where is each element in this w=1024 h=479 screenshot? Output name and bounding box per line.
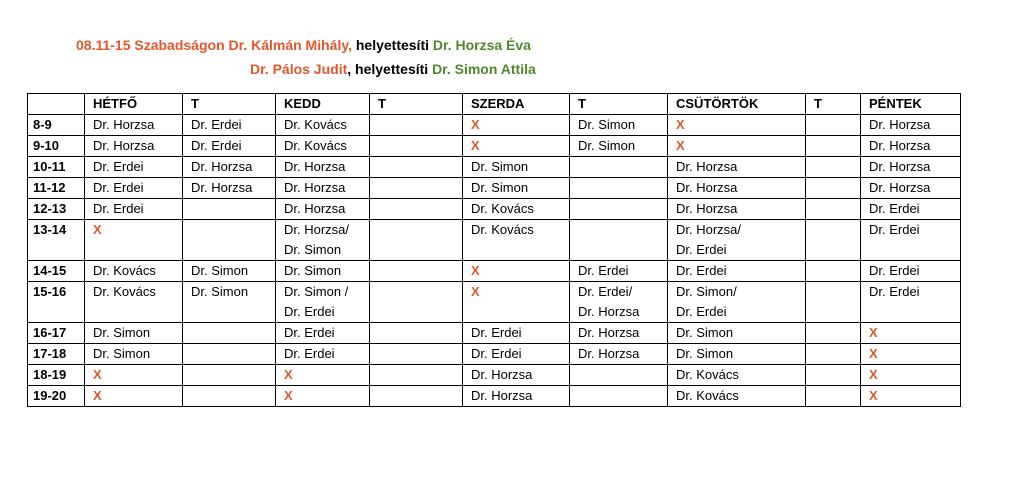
table-cell [861, 199, 961, 220]
cell-text: 19-20 [33, 388, 67, 403]
table-cell [806, 344, 861, 365]
table-cell [668, 365, 806, 386]
table-cell [370, 386, 463, 407]
table-cell [668, 386, 806, 407]
table-cell [463, 344, 570, 365]
unavailable-mark: X [93, 367, 102, 382]
table-cell [85, 261, 183, 282]
table-cell [463, 282, 570, 323]
table-cell [570, 261, 668, 282]
table-cell [861, 344, 961, 365]
schedule-table [27, 93, 961, 407]
column-header: KEDD [276, 94, 370, 115]
cell-text: Dr. Kovács [93, 284, 156, 299]
table-cell [370, 115, 463, 136]
cell-text: 18-19 [33, 367, 67, 382]
cell-text: 11-12 [33, 180, 66, 195]
column-header: T [806, 94, 861, 115]
table-cell [183, 157, 276, 178]
table-cell [861, 365, 961, 386]
unavailable-mark: X [471, 263, 480, 278]
cell-text: Dr. Kovács [93, 263, 156, 278]
table-cell [183, 178, 276, 199]
unavailable-mark: X [471, 117, 480, 132]
substitute-name: Dr. Simon Attila [432, 61, 536, 77]
cell-text: Dr. Simon / [284, 284, 349, 299]
table-cell [570, 323, 668, 344]
table-cell [463, 115, 570, 136]
table-cell [276, 365, 370, 386]
table-body [28, 115, 961, 407]
table-row [28, 136, 961, 157]
substitute-name: Dr. Horzsa Éva [432, 37, 531, 53]
table-cell [370, 199, 463, 220]
cell-text: Dr. Horzsa [869, 180, 931, 195]
table-cell [370, 220, 463, 261]
table-cell [370, 282, 463, 323]
table-cell [463, 365, 570, 386]
table-cell [276, 386, 370, 407]
table-row [28, 115, 961, 136]
cell-text: Dr. Simon [578, 138, 636, 153]
table-cell [463, 386, 570, 407]
table-cell [463, 261, 570, 282]
column-header [28, 94, 85, 115]
time-slot [28, 178, 85, 199]
table-cell [276, 199, 370, 220]
table-cell [183, 282, 276, 323]
table-cell [806, 157, 861, 178]
table-cell [668, 323, 806, 344]
cell-text: Dr. Horzsa/ [284, 222, 350, 237]
cell-text: 12-13 [33, 201, 67, 216]
cell-text: Dr. Simon [93, 346, 151, 361]
unavailable-mark: X [676, 138, 685, 153]
table-cell [861, 220, 961, 261]
table-row [28, 386, 961, 407]
table-cell [463, 323, 570, 344]
table-cell [570, 365, 668, 386]
table-row [28, 220, 961, 261]
table-cell [183, 261, 276, 282]
unavailable-mark: X [676, 117, 685, 132]
column-header: T [183, 94, 276, 115]
table-row [28, 323, 961, 344]
table-cell [570, 157, 668, 178]
cell-text: Dr. Erdei/ [578, 284, 633, 299]
cell-text: Dr. Horzsa [93, 138, 155, 153]
table-cell [276, 178, 370, 199]
cell-text: Dr. Horzsa [284, 201, 346, 216]
cell-text: Dr. Horzsa [676, 159, 738, 174]
cell-text: Dr. Simon [471, 159, 529, 174]
column-header: HÉTFŐ [85, 94, 183, 115]
table-cell [276, 157, 370, 178]
cell-text: Dr. Horzsa [578, 346, 640, 361]
table-cell [85, 199, 183, 220]
table-cell [85, 178, 183, 199]
time-slot [28, 386, 85, 407]
column-header: SZERDA [463, 94, 570, 115]
unavailable-mark: X [471, 138, 480, 153]
cell-text: Dr. Erdei [869, 201, 920, 216]
column-header: T [570, 94, 668, 115]
cell-text: Dr. Erdei [869, 284, 920, 299]
table-cell [570, 344, 668, 365]
time-slot [28, 344, 85, 365]
cell-text: Dr. Simon [578, 117, 636, 132]
unavailable-mark: X [869, 388, 878, 403]
table-cell [861, 115, 961, 136]
cell-text: Dr. Horzsa [471, 367, 533, 382]
table-cell [668, 220, 806, 261]
cell-text: 8-9 [33, 117, 52, 132]
table-cell [861, 323, 961, 344]
cell-text: Dr. Kovács [471, 201, 534, 216]
table-cell [668, 282, 806, 323]
heading-line-1 [76, 37, 531, 53]
unavailable-mark: X [284, 388, 293, 403]
table-cell [276, 220, 370, 261]
cell-text: Dr. Horzsa/ [676, 222, 742, 237]
table-cell [668, 199, 806, 220]
cell-text: Dr. Horzsa [93, 117, 155, 132]
table-cell [570, 386, 668, 407]
table-cell [668, 261, 806, 282]
table-cell [463, 220, 570, 261]
cell-text: Dr. Horzsa [471, 388, 533, 403]
cell-text: Dr. Erdei [869, 263, 920, 278]
cell-text: Dr. Erdei [93, 159, 144, 174]
table-cell [806, 178, 861, 199]
cell-text: Dr. Erdei [676, 304, 727, 319]
table-cell [370, 323, 463, 344]
table-row [28, 282, 961, 323]
table-cell [85, 157, 183, 178]
table-cell [463, 178, 570, 199]
unavailable-mark: X [284, 367, 293, 382]
table-cell [463, 199, 570, 220]
cell-text: Dr. Simon [284, 242, 342, 257]
cell-text: Dr. Erdei [471, 325, 522, 340]
table-cell [668, 157, 806, 178]
table-cell [570, 115, 668, 136]
table-cell [276, 115, 370, 136]
table-cell [85, 136, 183, 157]
time-slot [28, 261, 85, 282]
cell-text: 17-18 [33, 346, 67, 361]
table-cell [370, 136, 463, 157]
table-cell [463, 157, 570, 178]
table-cell [668, 115, 806, 136]
cell-text: Dr. Simon [676, 325, 734, 340]
cell-text: Dr. Simon [676, 346, 734, 361]
table-row [28, 261, 961, 282]
cell-text: Dr. Simon [284, 263, 342, 278]
table-cell [276, 344, 370, 365]
table-cell [183, 115, 276, 136]
cell-text: Dr. Simon/ [676, 284, 737, 299]
cell-text: Dr. Erdei [869, 222, 920, 237]
cell-text: Dr. Erdei [93, 180, 144, 195]
cell-text: Dr. Horzsa [869, 159, 931, 174]
heading-line-2 [250, 61, 536, 77]
substitute-label: helyettesíti [351, 37, 433, 53]
column-header: CSÜTÖRTÖK [668, 94, 806, 115]
cell-text: Dr. Horzsa [191, 180, 253, 195]
cell-text: 16-17 [33, 325, 67, 340]
table-cell [806, 220, 861, 261]
table-row [28, 178, 961, 199]
substitute-label: , helyettesíti [347, 61, 433, 77]
cell-text: Dr. Simon [191, 263, 249, 278]
table-cell [183, 220, 276, 261]
table-cell [668, 178, 806, 199]
cell-text: Dr. Erdei [578, 263, 629, 278]
cell-text: Dr. Horzsa [869, 138, 931, 153]
table-cell [85, 282, 183, 323]
cell-text: Dr. Horzsa [578, 325, 640, 340]
table-cell [861, 261, 961, 282]
time-slot [28, 220, 85, 261]
table-cell [276, 261, 370, 282]
table-cell [806, 365, 861, 386]
cell-text: 14-15 [33, 263, 67, 278]
cell-text: Dr. Erdei [191, 117, 242, 132]
unavailable-mark: X [869, 346, 878, 361]
table-cell [861, 178, 961, 199]
table-cell [806, 115, 861, 136]
cell-text: Dr. Kovács [471, 222, 534, 237]
time-slot [28, 323, 85, 344]
table-cell [85, 344, 183, 365]
time-slot [28, 136, 85, 157]
table-cell [183, 199, 276, 220]
time-slot [28, 115, 85, 136]
cell-text: Dr. Erdei [676, 242, 727, 257]
table-cell [370, 261, 463, 282]
table-cell [276, 323, 370, 344]
table-cell [570, 199, 668, 220]
unavailable-mark: X [869, 325, 878, 340]
table-cell [806, 386, 861, 407]
table-cell [806, 282, 861, 323]
absence-text: 08.11-15 Szabadságon Dr. Kálmán Mihály, [76, 37, 352, 53]
table-cell [183, 365, 276, 386]
table-cell [861, 386, 961, 407]
cell-text: Dr. Horzsa [284, 159, 346, 174]
table-row [28, 365, 961, 386]
table-cell [570, 136, 668, 157]
table-cell [806, 136, 861, 157]
table-cell [183, 323, 276, 344]
table-cell [570, 282, 668, 323]
unavailable-mark: X [93, 388, 102, 403]
table-row [28, 344, 961, 365]
table-cell [276, 136, 370, 157]
time-slot [28, 365, 85, 386]
table-cell [463, 136, 570, 157]
time-slot [28, 157, 85, 178]
table-cell [668, 136, 806, 157]
cell-text: Dr. Horzsa [869, 117, 931, 132]
cell-text: Dr. Simon [191, 284, 249, 299]
cell-text: Dr. Horzsa [676, 180, 738, 195]
cell-text: 9-10 [33, 138, 60, 153]
table-cell [85, 365, 183, 386]
table-cell [183, 136, 276, 157]
table-cell [806, 199, 861, 220]
table-cell [570, 178, 668, 199]
absence-text: Dr. Pálos Judit [250, 61, 348, 77]
table-cell [861, 157, 961, 178]
unavailable-mark: X [471, 284, 480, 299]
table-cell [370, 365, 463, 386]
table-cell [85, 115, 183, 136]
time-slot [28, 282, 85, 323]
table-cell [370, 178, 463, 199]
table-cell [85, 220, 183, 261]
table-cell [806, 323, 861, 344]
cell-text: Dr. Horzsa [578, 304, 640, 319]
table-cell [861, 136, 961, 157]
cell-text: Dr. Horzsa [191, 159, 253, 174]
cell-text: Dr. Erdei [284, 325, 335, 340]
cell-text: Dr. Erdei [284, 304, 335, 319]
table-cell [861, 282, 961, 323]
cell-text: Dr. Kovács [284, 138, 347, 153]
table-row [28, 157, 961, 178]
time-slot [28, 199, 85, 220]
unavailable-mark: X [93, 222, 102, 237]
cell-text: 13-14 [33, 222, 67, 237]
cell-text: Dr. Kovács [676, 367, 739, 382]
table-cell [806, 261, 861, 282]
cell-text: Dr. Erdei [93, 201, 144, 216]
column-header: T [370, 94, 463, 115]
cell-text: Dr. Erdei [284, 346, 335, 361]
cell-text: Dr. Horzsa [284, 180, 346, 195]
header-row [28, 94, 961, 115]
table-cell [370, 344, 463, 365]
cell-text: Dr. Erdei [191, 138, 242, 153]
table-cell [668, 344, 806, 365]
cell-text: Dr. Simon [93, 325, 151, 340]
cell-text: Dr. Erdei [676, 263, 727, 278]
cell-text: 15-16 [33, 284, 67, 299]
cell-text: Dr. Kovács [676, 388, 739, 403]
cell-text: Dr. Erdei [471, 346, 522, 361]
table-cell [85, 386, 183, 407]
cell-text: Dr. Horzsa [676, 201, 738, 216]
cell-text: 10-11 [33, 159, 66, 174]
table-cell [276, 282, 370, 323]
cell-text: Dr. Kovács [284, 117, 347, 132]
table-cell [570, 220, 668, 261]
cell-text: Dr. Simon [471, 180, 529, 195]
column-header: PÉNTEK [861, 94, 961, 115]
table-cell [85, 323, 183, 344]
table-cell [370, 157, 463, 178]
unavailable-mark: X [869, 367, 878, 382]
table-row [28, 199, 961, 220]
table-cell [183, 344, 276, 365]
table-cell [183, 386, 276, 407]
